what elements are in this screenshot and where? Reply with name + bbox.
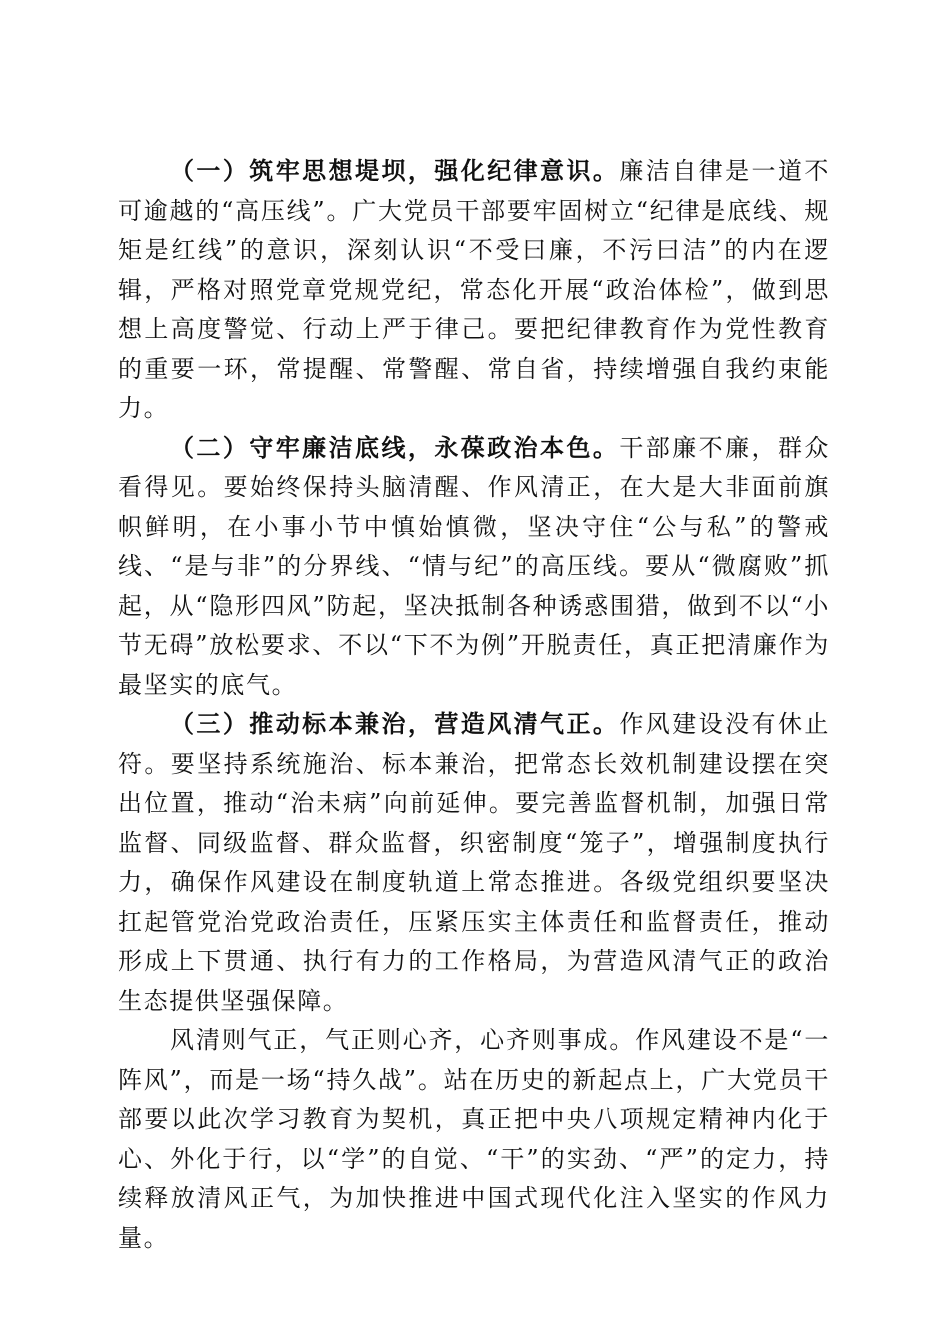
paragraph-4: [118, 1021, 830, 1258]
paragraph-2-text: 干部廉不廉，群众看得见。要始终保持头脑清醒、作风清正，在大是大非面前旗帜鲜明，在小事小节中慎始慎微，坚决守住“公与私”的警戒线、“是与非”的分界线、“情与纪”的高压线。要从“微腐败”抓起，从“隐形四风”防起，坚决抵制各种诱惑围猎，做到不以“小节无碍”放松要求、不以“下不为例”开脱责任，真正把清廉作为最坚实的底气。: [118, 433, 830, 699]
paragraph-2-heading: （二）守牢廉洁底线，永葆政治本色。: [170, 433, 620, 462]
paragraph-3-text: 作风建设没有休止符。要坚持系统施治、标本兼治，把常态长效机制建设摆在突出位置，推动“治未病”向前延伸。要完善监督机制，加强日常监督、同级监督、群众监督，织密制度“笼子”，增强制度执行力，确保作风建设在制度轨道上常态推进。各级党组织要坚决扛起管党治党政治责任，压紧压实主体责任和监督责任，推动形成上下贯通、执行有力的工作格局，为营造风清气正的政治生态提供坚强保障。: [118, 710, 830, 1015]
paragraph-3: [118, 705, 830, 1021]
document-body: [118, 152, 830, 1258]
paragraph-2: [118, 429, 830, 706]
paragraph-1: [118, 152, 830, 429]
paragraph-1-text: 廉洁自律是一道不可逾越的“高压线”。广大党员干部要牢固树立“纪律是底线、规矩是红线”的意识，深刻认识“不受曰廉，不污曰洁”的内在逻辑，严格对照党章党规党纪，常态化开展“政治体检”，做到思想上高度警觉、行动上严于律己。要把纪律教育作为党性教育的重要一环，常提醒、常警醒、常自省，持续增强自我约束能力。: [118, 157, 830, 422]
paragraph-3-heading: （三）推动标本兼治，营造风清气正。: [170, 710, 620, 738]
paragraph-4-text: 风清则气正，气正则心齐，心齐则事成。作风建设不是“一阵风”，而是一场“持久战”。站在历史的新起点上，广大党员干部要以此次学习教育为契机，真正把中央八项规定精神内化于心、外化于行，以“学”的自觉、“干”的实劲、“严”的定力，持续释放清风正气，为加快推进中国式现代化注入坚实的作风力量。: [118, 1026, 830, 1252]
paragraph-1-heading: （一）筑牢思想堤坝，强化纪律意识。: [170, 157, 620, 185]
